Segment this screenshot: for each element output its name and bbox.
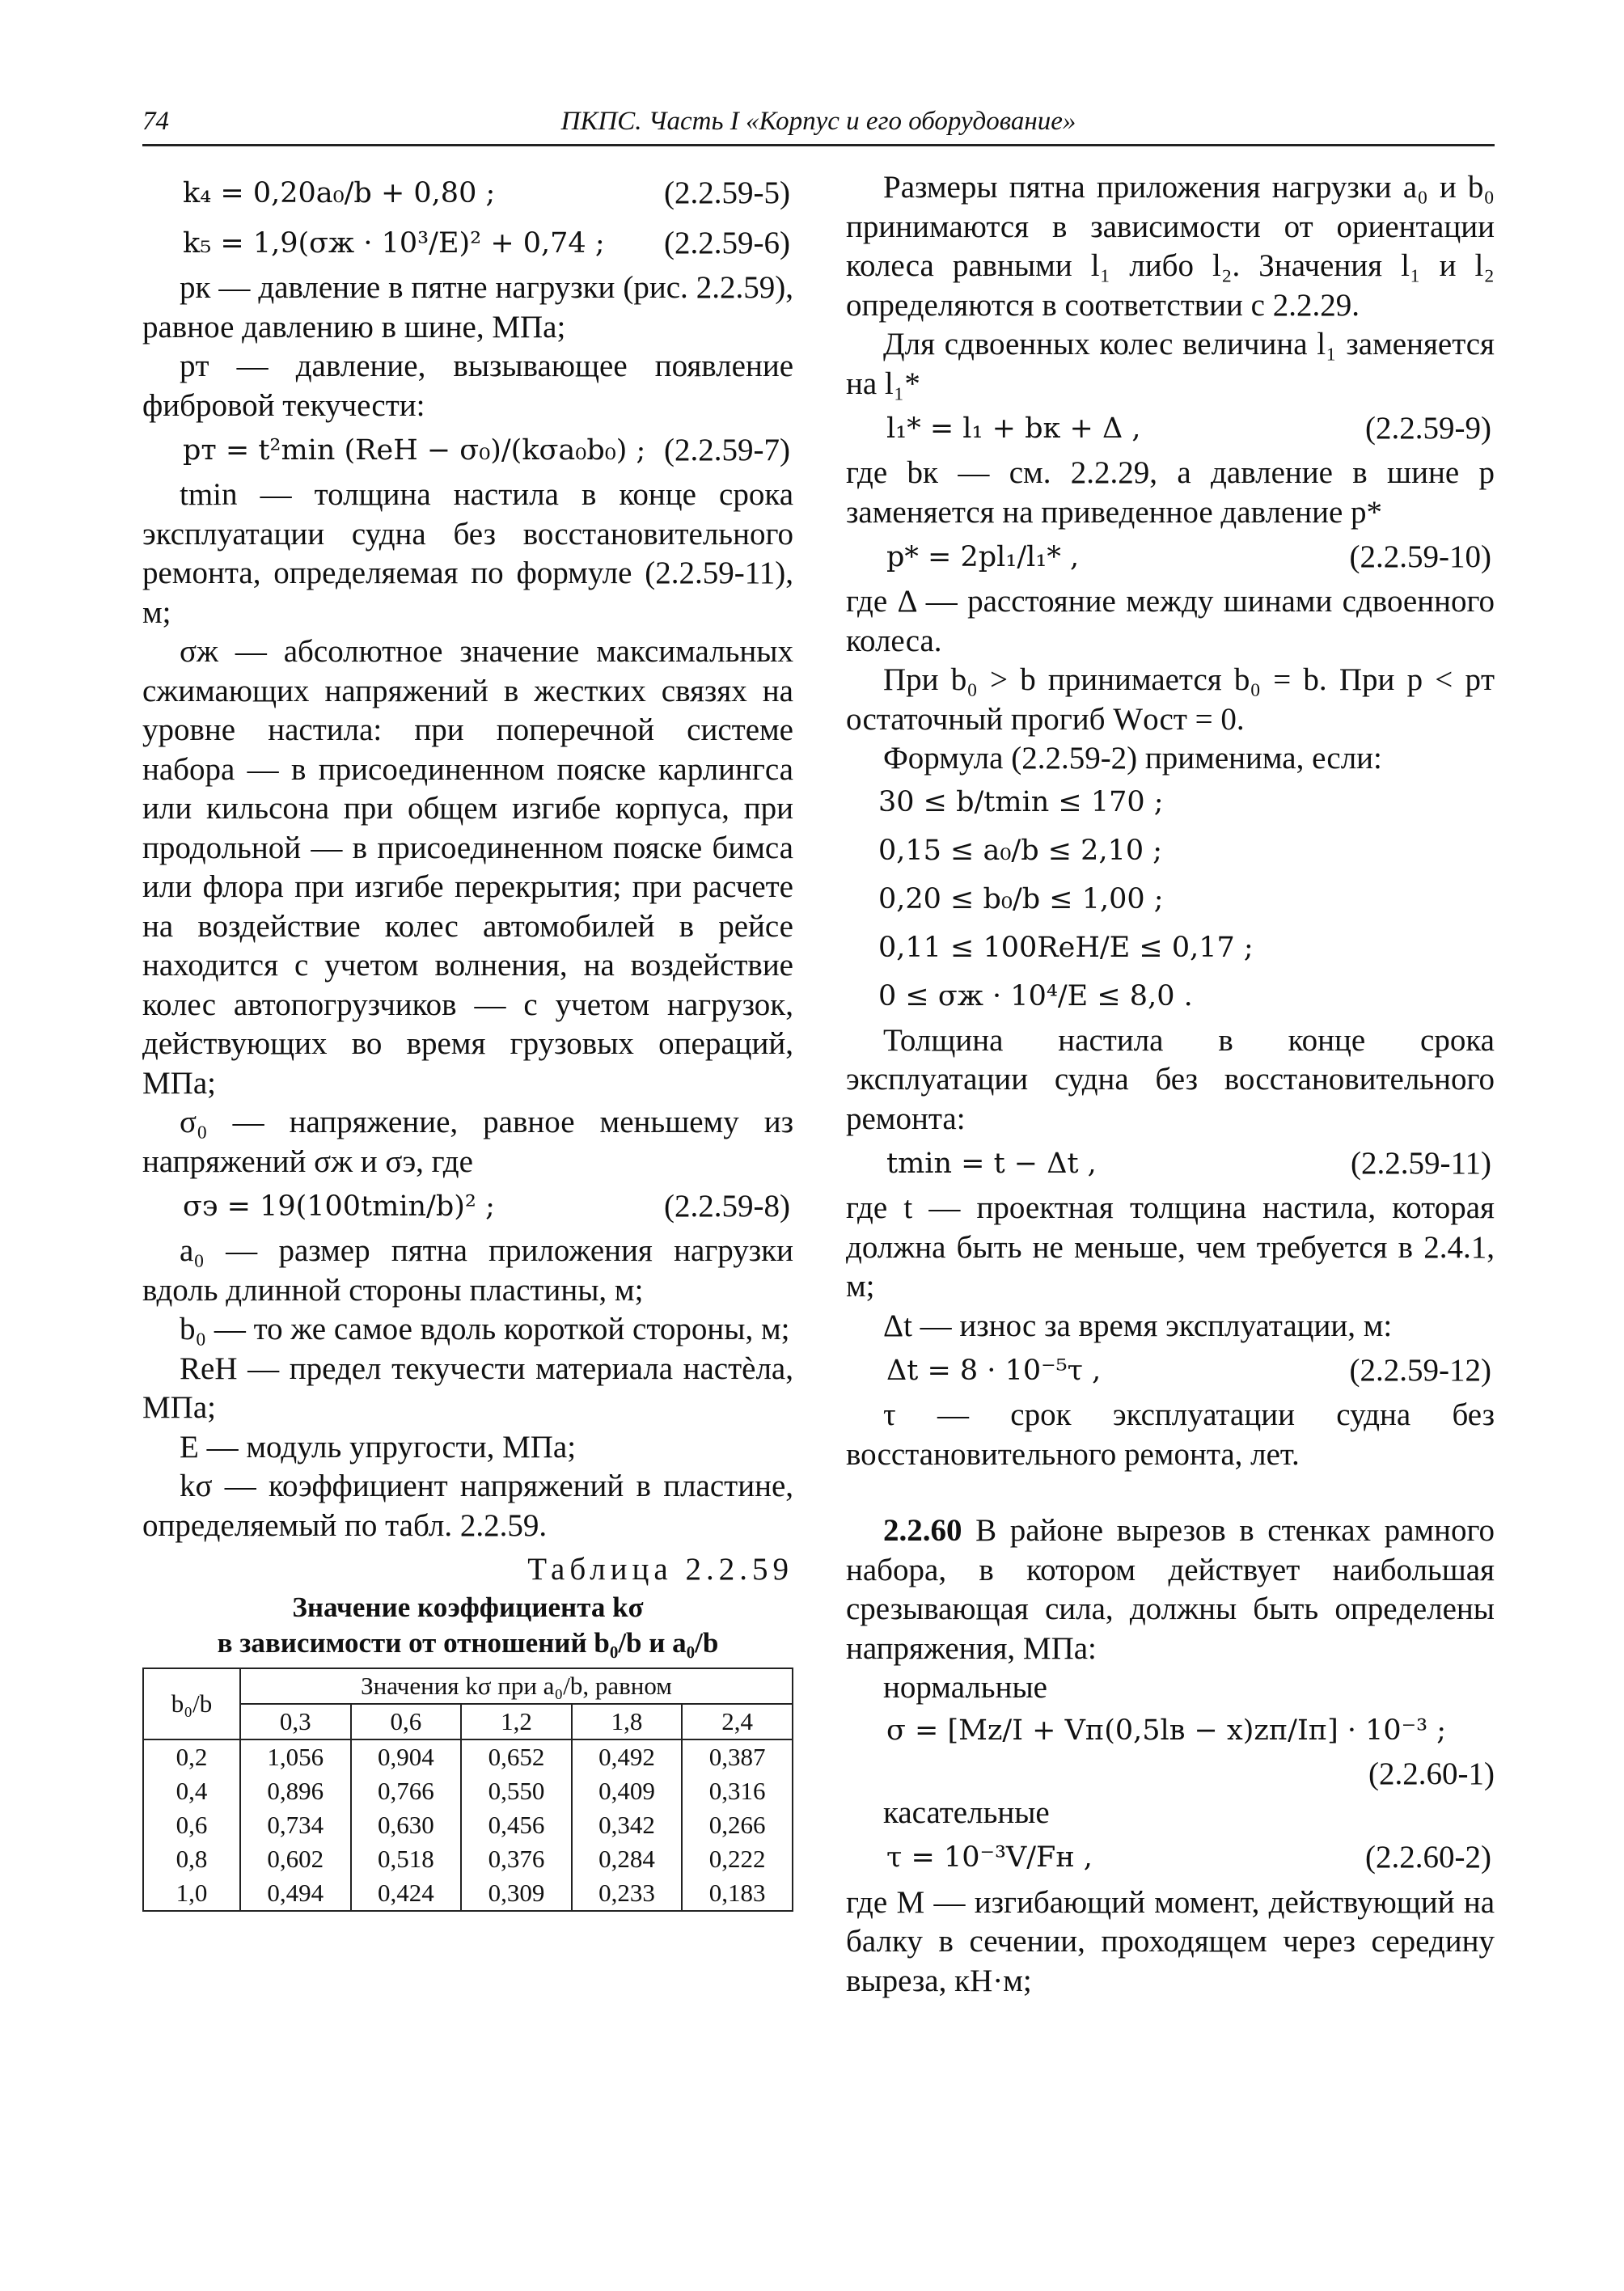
table-cell: 0,342: [572, 1808, 683, 1842]
inequality-formula: 0,15 ≤ a₀/b ≤ 2,10 ;: [878, 835, 1163, 868]
table-cell: 0,896: [240, 1774, 351, 1808]
equation-number: (2.2.60-2): [1365, 1840, 1491, 1875]
equation-formula: l₁* = l₁ + bк + Δ ,: [886, 412, 1141, 445]
equation-2-2-59-10: [846, 532, 1495, 582]
table-cell: 0,233: [572, 1876, 683, 1911]
table-column-header: 0,3: [240, 1704, 351, 1739]
paragraph-b0: b₀ — то же самое вдоль короткой стороны, м;: [180, 1312, 790, 1346]
table-cell: 0,766: [351, 1774, 462, 1808]
equation-formula: k₄ = 0,20a₀/b + 0,80 ;: [183, 176, 496, 209]
table-row: [143, 1876, 793, 1911]
equation-formula: σ = [Mz/I + Vп(0,5lв − x)zп/Iп] · 10⁻³ ;: [886, 1714, 1447, 1748]
table-cell: 0,550: [461, 1774, 572, 1808]
running-header: [142, 104, 1495, 146]
table-caption: Таблица 2.2.59: [527, 1552, 793, 1587]
table-cell: 0,734: [240, 1808, 351, 1842]
table-cell: 0,652: [461, 1739, 572, 1774]
table-cell: 0,316: [682, 1774, 793, 1808]
table-cell: 0,518: [351, 1842, 462, 1876]
paragraph-applicable: Формула (2.2.59-2) применима, если:: [883, 741, 1382, 776]
equation-number: (2.2.59-9): [1365, 410, 1491, 446]
table-cell: 1,0: [143, 1876, 240, 1911]
paragraph-b0-b: При b₀ > b принимается b₀ = b. При p < pт остаточный прогиб Wост = 0.: [846, 662, 1495, 737]
table-cell: 0,309: [461, 1876, 572, 1911]
equation-number: (2.2.60-1): [1368, 1756, 1495, 1791]
equation-2-2-59-7: [142, 425, 793, 476]
table-cell: 0,4: [143, 1774, 240, 1808]
paragraph-dt: Δt — износ за время эксплуатации, м:: [883, 1308, 1393, 1343]
left-column: [142, 168, 793, 1912]
table-column-header: 2,4: [682, 1704, 793, 1739]
equation-formula: pт = t²min (ReH − σ₀)/(kσa₀b₀) ;: [183, 433, 646, 467]
table-cell: 0,424: [351, 1876, 462, 1911]
equation-2-2-59-11: [846, 1139, 1495, 1189]
section-number: 2.2.60: [883, 1513, 962, 1548]
header-title: ПКПС. Часть I «Корпус и его оборудование»: [560, 107, 1076, 136]
table-cell: 0,387: [682, 1739, 793, 1774]
equation-2-2-59-6: [142, 218, 793, 268]
paragraph-pt: pт — давление, вызывающее появление фибровой текучести:: [142, 349, 793, 423]
table-cell: 0,266: [682, 1808, 793, 1842]
table-row-header: b₀/b: [143, 1668, 240, 1739]
table-cell: 0,2: [143, 1739, 240, 1774]
paragraph-tangent: касательные: [883, 1795, 1050, 1830]
table-cell: 0,8: [143, 1842, 240, 1876]
inequality: [846, 876, 1495, 924]
paragraph-a0: a₀ — размер пятна приложения нагрузки вдоль длинной стороны пластины, м;: [142, 1233, 793, 1308]
equation-2-2-59-5: [142, 168, 793, 218]
section-2-2-60: [846, 1511, 1495, 1668]
inequality-formula: 0 ≤ σж · 10⁴/E ≤ 8,0 .: [878, 980, 1193, 1013]
table-column-header: 1,2: [461, 1704, 572, 1739]
equation-2-2-59-9: [846, 404, 1495, 454]
paragraph-t: где t — проектная толщина настила, которая должна быть не меньше, чем требуется в 2.4.1, м;: [846, 1190, 1495, 1304]
right-column: [846, 168, 1495, 2001]
paragraph-tau: τ — срок эксплуатации судна без восстановительного ремонта, лет.: [846, 1397, 1495, 1472]
table-row: [143, 1774, 793, 1808]
equation-number: (2.2.59-10): [1349, 539, 1491, 574]
equation-number: (2.2.59-7): [664, 432, 790, 467]
table-cell: 0,376: [461, 1842, 572, 1876]
inequality: [846, 973, 1495, 1021]
paragraph-normal: нормальные: [883, 1670, 1047, 1705]
section-text: В районе вырезов в стенках рамного набора, в котором действует наибольшая срезывающая сила, должны быть определены напряжения, МПа:: [846, 1513, 1495, 1666]
table-cell: 0,494: [240, 1876, 351, 1911]
table-cell: 0,183: [682, 1876, 793, 1911]
paragraph-ksigma: kσ — коэффициент напряжений в пластине, определяемый по табл. 2.2.59.: [142, 1469, 793, 1543]
table-cell: 0,284: [572, 1842, 683, 1876]
paragraph-sigma-zh: σж — абсолютное значение максимальных сжимающих напряжений в жестких связях на уровне настила: при поперечной системе набора — в присоединенном пояске карлингса или кильсона при общем изгибе корпуса, при продольной — в присоединенном пояске бимса или флора при изгибе перекрытия; при расчете на воздействие колес автомобилей в рейсе находится с учетом волнения, на воздействие колес автопогрузчиков — с учетом нагрузок, действующих во время грузовых операций, МПа;: [142, 634, 793, 1101]
equation-2-2-59-8: [142, 1181, 793, 1232]
table-row: [143, 1739, 793, 1774]
equation-formula: σэ = 19(100tmin/b)² ;: [183, 1190, 495, 1223]
equation-number: (2.2.59-11): [1350, 1145, 1491, 1181]
equation-2-2-60-2: [846, 1833, 1495, 1883]
inequality-formula: 0,11 ≤ 100ReH/E ≤ 0,17 ;: [878, 932, 1254, 965]
table-cell: 0,456: [461, 1808, 572, 1842]
table-group-header: Значения kσ при a₀/b, равном: [240, 1668, 793, 1704]
paragraph-reh: ReH — предел текучести материала настѐла, МПа;: [142, 1351, 793, 1425]
table-cell: 0,492: [572, 1739, 683, 1774]
paragraph-dual: Для сдвоенных колес величина l₁ заменяется на l₁*: [846, 327, 1495, 401]
inequality-formula: 0,20 ≤ b₀/b ≤ 1,00 ;: [878, 883, 1164, 916]
equation-formula: p* = 2pl₁/l₁* ,: [886, 540, 1080, 573]
inequality: [846, 779, 1495, 827]
paragraph-sigma0: σ₀ — напряжение, равное меньшему из напряжений σж и σэ, где: [142, 1105, 793, 1179]
equation-number: (2.2.59-6): [664, 225, 790, 260]
table-row: [143, 1808, 793, 1842]
coefficient-table: [142, 1668, 793, 1912]
paragraph-pk: pк — давление в пятне нагрузки (рис. 2.2.59), равное давлению в шине, МПа;: [142, 270, 793, 344]
table-cell: 0,904: [351, 1739, 462, 1774]
table-cell: 0,222: [682, 1842, 793, 1876]
table-cell: 0,6: [143, 1808, 240, 1842]
table-title-line-2: в зависимости от отношений b₀/b и a₀/b: [217, 1626, 719, 1659]
paragraph-bk: где bк — см. 2.2.29, а давление в шине p заменяется на приведенное давление p*: [846, 455, 1495, 530]
equation-number: (2.2.59-5): [664, 175, 790, 210]
inequality: [846, 924, 1495, 973]
inequality: [846, 827, 1495, 876]
equation-formula: Δt = 8 · 10⁻⁵τ ,: [886, 1354, 1102, 1387]
table-cell: 0,602: [240, 1842, 351, 1876]
table-cell: 0,409: [572, 1774, 683, 1808]
paragraph-sizes: Размеры пятна приложения нагрузки a₀ и b₀ принимаются в зависимости от ориентации колеса равными l₁ либо l₂. Значения l₁ и l₂ определяются в соответствии с 2.2.29.: [846, 170, 1495, 323]
table-cell: 1,056: [240, 1739, 351, 1774]
table-cell: 0,630: [351, 1808, 462, 1842]
equation-number: (2.2.59-12): [1349, 1352, 1491, 1388]
table-row: [143, 1842, 793, 1876]
paragraph-e: E — модуль упругости, МПа;: [180, 1429, 577, 1465]
table-title-line-1: Значение коэффициента kσ: [292, 1591, 644, 1623]
equation-2-2-59-12: [846, 1346, 1495, 1396]
paragraph-delta: где Δ — расстояние между шинами сдвоенного колеса.: [846, 584, 1495, 658]
equation-2-2-60-1: [846, 1708, 1495, 1755]
paragraph-thickness: Толщина настила в конце срока эксплуатации судна без восстановительного ремонта:: [846, 1022, 1495, 1136]
equation-formula: τ = 10⁻³V/Fн ,: [886, 1841, 1093, 1875]
equation-formula: k₅ = 1,9(σж · 10³/E)² + 0,74 ;: [183, 226, 605, 260]
page-number: 74: [142, 107, 169, 136]
equation-formula: tmin = t − Δt ,: [886, 1147, 1097, 1180]
table-column-header: 0,6: [351, 1704, 462, 1739]
inequality-formula: 30 ≤ b/tmin ≤ 170 ;: [878, 786, 1164, 819]
table-column-header: 1,8: [572, 1704, 683, 1739]
equation-number: (2.2.59-8): [664, 1188, 790, 1224]
paragraph-m: где M — изгибающий момент, действующий на балку в сечении, проходящем через середину выреза, кН·м;: [846, 1884, 1495, 1998]
paragraph-tmin: tmin — толщина настила в конце срока эксплуатации судна без восстановительного ремонта, определяемая по формуле (2.2.59-11), м;: [142, 477, 793, 630]
